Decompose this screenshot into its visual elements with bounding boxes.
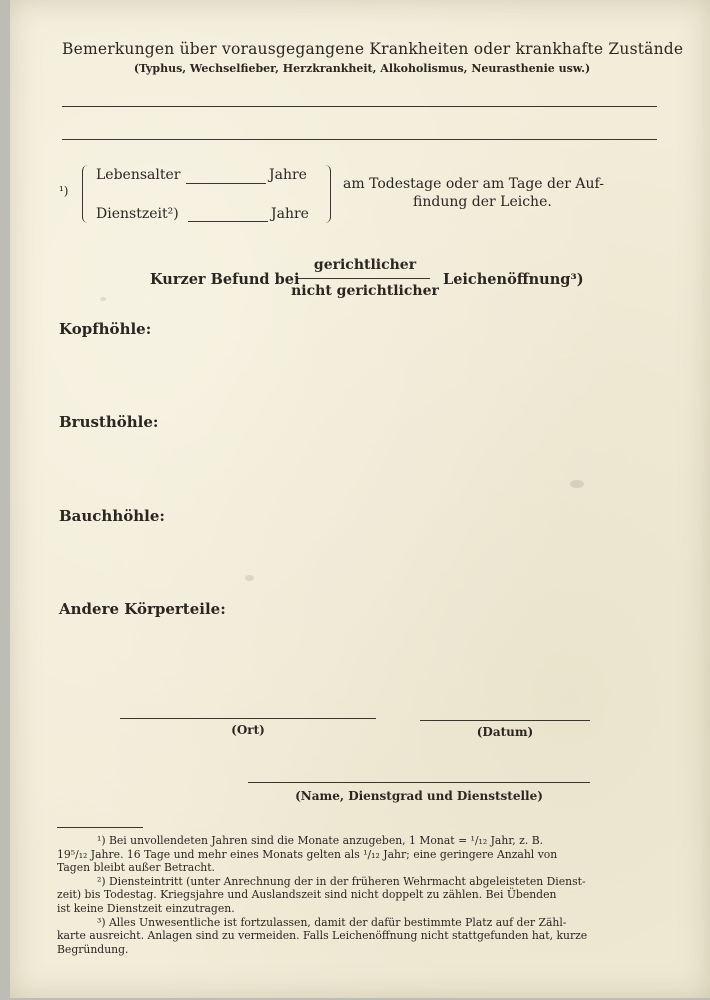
kopfhoehle-label: Kopfhöhle:	[59, 320, 152, 338]
datum-field[interactable]	[420, 720, 590, 721]
remarks-line-2[interactable]	[62, 139, 657, 140]
brusthoehle-label: Brusthöhle:	[59, 413, 159, 431]
datum-label: (Datum)	[476, 725, 534, 739]
footnote-3-line-3: Begründung.	[57, 942, 129, 956]
remarks-line-1[interactable]	[62, 106, 657, 107]
lebensalter-label: Lebensalter	[96, 167, 181, 183]
footnote-1-line-3: Tagen bleibt außer Betracht.	[57, 861, 215, 875]
footnote-3-line-2: karte ausreicht. Anlagen sind zu vermeiden. Falls Leichenöffnung nicht stattgefunden hat, kurze	[57, 929, 588, 943]
ort-field[interactable]	[120, 718, 376, 719]
remarks-heading: Bemerkungen über vorausgegangene Krankheiten oder krankhafte Zustände	[62, 40, 684, 58]
footnote-2-line-3: ist keine Dienstzeit einzutragen.	[57, 901, 235, 915]
left-brace	[82, 165, 89, 223]
dienstzeit-field[interactable]	[188, 221, 268, 222]
remarks-subheading: (Typhus, Wechselfieber, Herzkrankheit, Alkoholismus, Neurasthenie usw.)	[133, 62, 591, 75]
form-page	[10, 0, 710, 998]
footnote-separator	[57, 827, 143, 828]
paper-stain	[245, 575, 254, 581]
footnote-1-line-2: 19⁵/₁₂ Jahre. 16 Tage und mehr eines Monats gelten als ¹/₁₂ Jahr; eine geringere Anzahl von	[57, 847, 558, 861]
footnote-1-line-1: ¹) Bei unvollendeten Jahren sind die Monate anzugeben, 1 Monat = ¹/₁₂ Jahr, z. B.	[97, 834, 544, 847]
right-brace	[324, 165, 331, 223]
age-context-line-1: am Todestage oder am Tage der Auf-	[343, 176, 604, 192]
jahre-label-1: Jahre	[269, 167, 307, 183]
name-field[interactable]	[248, 782, 590, 783]
befund-fraction-bar	[298, 278, 430, 279]
paper-stain	[570, 480, 584, 488]
footnote-2-line-1: ²) Diensteintritt (unter Anrechnung der in der früheren Wehrmacht abgeleisteten Dienst-	[97, 874, 586, 888]
jahre-label-2: Jahre	[271, 206, 309, 222]
befund-numerator: gerichtlicher	[313, 257, 417, 273]
footnote-3-line-1: ³) Alles Unwesentliche ist fortzulassen, damit der dafür bestimmte Platz auf der Zähl-	[97, 915, 567, 929]
paper-stain	[100, 297, 106, 301]
footnote-2-line-2: zeit) bis Todestag. Kriegsjahre und Auslandszeit sind nicht doppelt zu zählen. Bei Übenden	[57, 888, 557, 902]
befund-denominator: nicht gerichtlicher	[291, 283, 439, 299]
name-label: (Name, Dienstgrad und Dienststelle)	[295, 789, 543, 803]
lebensalter-field[interactable]	[186, 183, 266, 184]
andere-koerperteile-label: Andere Körperteile:	[59, 600, 226, 618]
age-context-line-2: findung der Leiche.	[413, 194, 552, 210]
befund-suffix: Leichenöffnung³)	[443, 271, 584, 288]
age-footnote-marker: ¹)	[59, 184, 69, 198]
dienstzeit-label: Dienstzeit²)	[96, 206, 179, 222]
footnotes-block	[57, 834, 657, 956]
ort-label: (Ort)	[231, 723, 265, 737]
befund-prefix: Kurzer Befund bei	[150, 271, 300, 288]
bauchhoehle-label: Bauchhöhle:	[59, 507, 165, 525]
